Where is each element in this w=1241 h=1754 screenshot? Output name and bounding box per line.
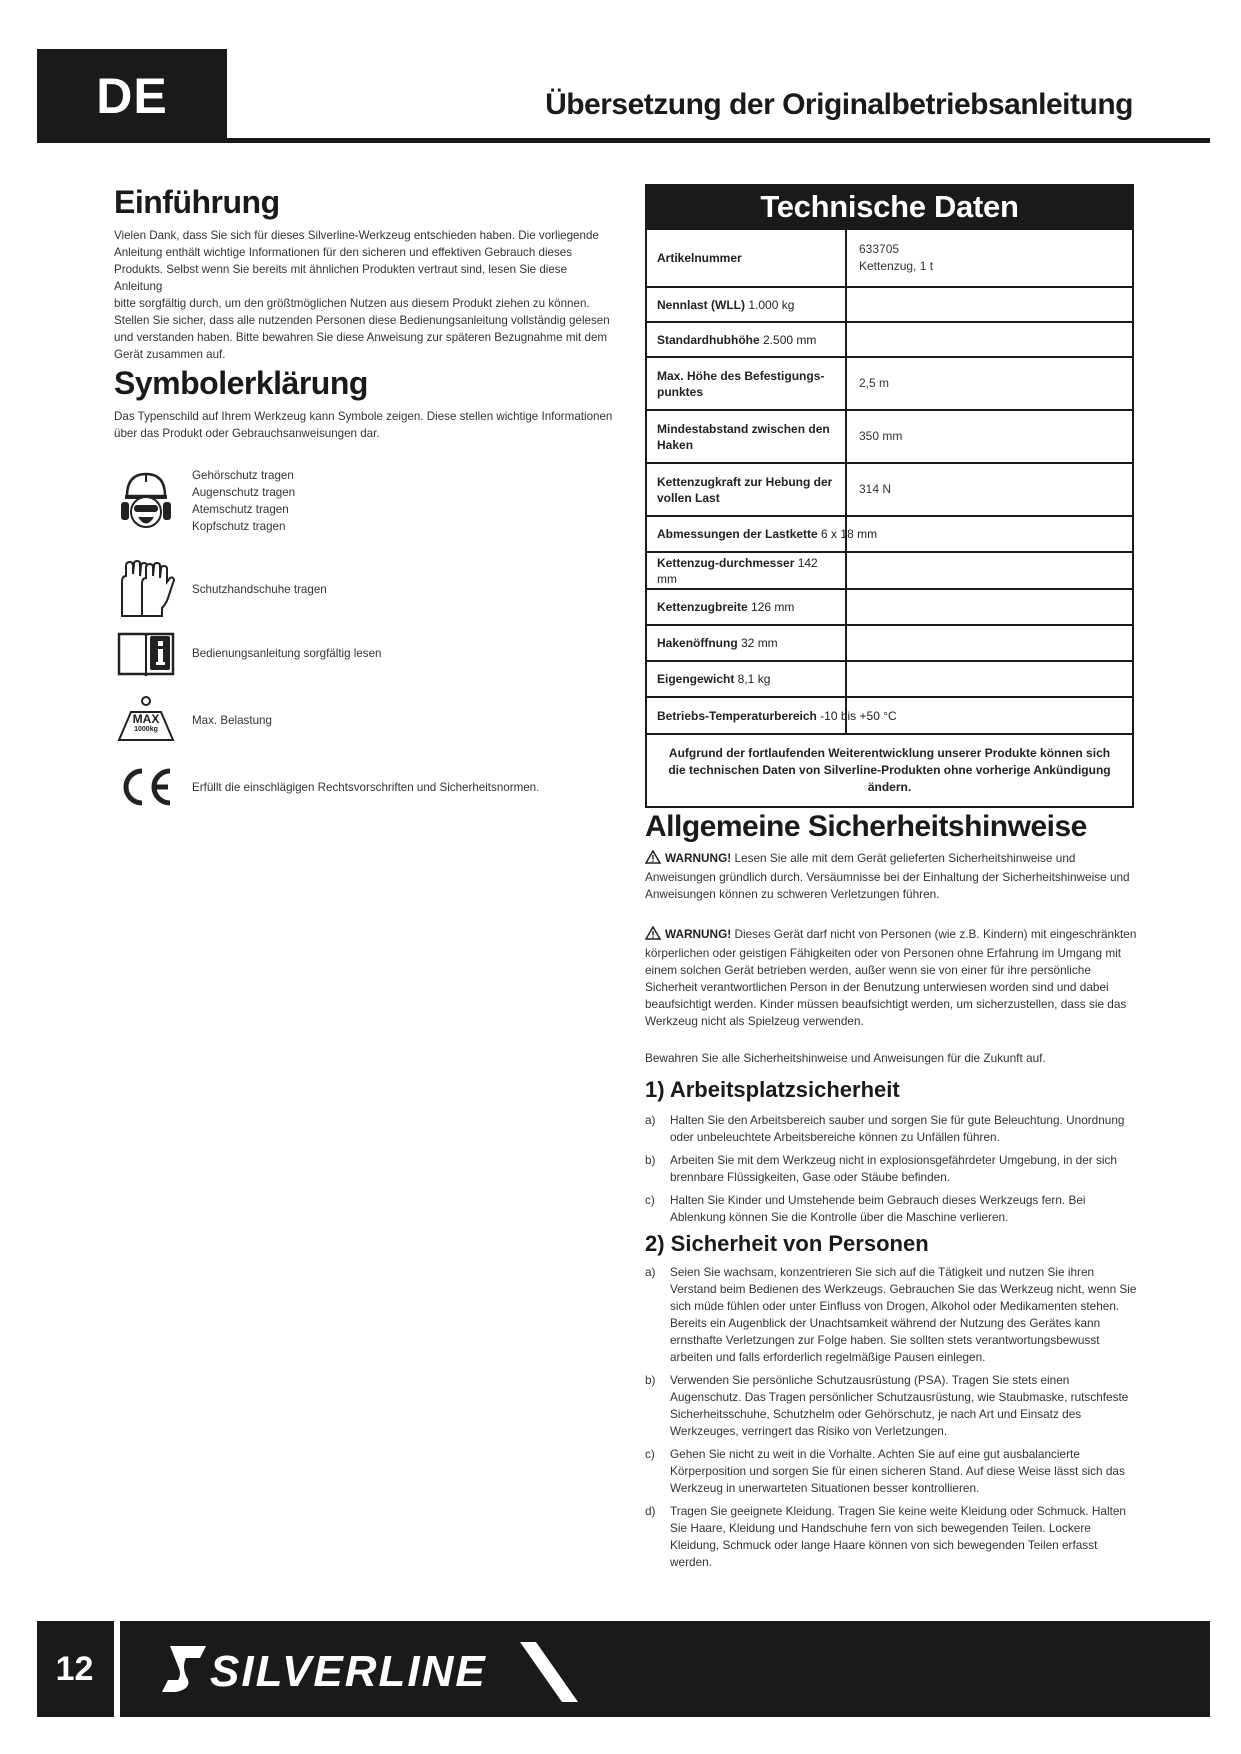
table-row: Standardhubhöhe 2.500 mm xyxy=(647,321,1132,356)
manual-icon xyxy=(114,628,178,678)
list-item: c) Gehen Sie nicht zu weit in die Vorhalte. Achten Sie auf eine gut ausbalancierte Körperposition und sorgen Sie für einen sicheren Stand. Auf diese Weise lässt sich das Werkzeug in unerwarteten Situationen besser kontrollieren. xyxy=(645,1447,1125,1495)
table-row: Mindestabstand zwischen den Haken 350 mm xyxy=(647,409,1132,462)
symbol-text-manual: Bedienungsanleitung sorgfältig lesen xyxy=(192,646,382,660)
section-1-list xyxy=(645,1112,1140,1232)
section-1-heading: 1) Arbeitsplatzsicherheit xyxy=(645,1077,900,1102)
document-title: Übersetzung der Originalbetriebsanleitung xyxy=(545,88,1133,121)
symbol-text-ce: Erfüllt die einschlägigen Rechtsvorschriften und Sicherheitsnormen. xyxy=(192,780,540,794)
table-row: Nennlast (WLL) 1.000 kg xyxy=(647,286,1132,321)
list-item: d) Tragen Sie geeignete Kleidung. Tragen Sie keine weite Kleidung oder Schmuck. Halten Sie Haare, Kleidung und Handschuhe fern von sich bewegenden Teilen. Lockere Kleidung, Schmuck oder lange Haare können von sich bewegenden Teilen erfasst werden. xyxy=(645,1504,1126,1569)
symbol-row-manual xyxy=(114,628,382,678)
list-item: a) Seien Sie wachsam, konzentrieren Sie sich auf die Tätigkeit und nutzen Sie ihren Verstand beim Bedienen des Werkzeugs. Gebrauchen Sie das Werkzeug nicht, wenn Sie sich müde fühlen oder unter Einfluss von Drogen, Alkohol oder Medikamenten stehen. Bereits ein Augenblick der Unachtsamkeit während der Nutzung des Gerätes kann ernsthafte Verletzungen zur Folge haben. Sie sollten stets verantwortungsbewusst arbeiten und falls erforderlich regelmäßige Pausen einlegen. xyxy=(645,1265,1137,1364)
symbol-row-gloves xyxy=(114,560,327,618)
footer-divider xyxy=(114,1621,120,1717)
tech-data-heading: Technische Daten xyxy=(647,186,1132,228)
intro-text: Vielen Dank, dass Sie sich für dieses Silverline-Werkzeug entschieden haben. Die vorliegende Anleitung enthält wichtige Informationen für den sicheren und effektiven Gebrauch dieses Produkts. Selbst wenn Sie bereits mit ähnlichen Produkten vertraut sind, lesen Sie diese Anleitung bitte sorgfältig durch, um den größtmöglichen Nutzen aus diesem Produkt ziehen zu können. Stellen Sie sicher, dass alle nutzenden Personen diese Bedienungsanleitung vollständig gelesen und verstanden haben. Bitte bewahren Sie diese Anweisung zur späteren Bezugnahme mit dem Gerät zusammen auf. xyxy=(114,229,610,361)
symbol-text-max-load: Max. Belastung xyxy=(192,713,272,727)
symbols-heading: Symbolerklärung xyxy=(114,365,368,401)
list-item: b) Verwenden Sie persönliche Schutzausrüstung (PSA). Tragen Sie stets einen Augenschutz. Das Tragen persönlicher Schutzausrüstung, wie Staubmaske, rutschfeste Sicherheitsschuhe, Schutzhelm oder Gehörschutz, je nach Art und Einsatz des Werkzeuges, verringert das Risiko von Verletzungen. xyxy=(645,1373,1129,1438)
tech-data-note: Aufgrund der fortlaufenden Weiterentwicklung unserer Produkte können sich die technischen Daten von Silverline-Produkten ohne vorherige Ankündigung ändern. xyxy=(647,733,1132,806)
table-row: Abmessungen der Lastkette 6 x 18 mm xyxy=(647,515,1132,551)
page-number: 12 xyxy=(55,1649,94,1688)
table-row: Kettenzugkraft zur Hebung der vollen Last 314 N xyxy=(647,462,1132,515)
symbols-intro: Das Typenschild auf Ihrem Werkzeug kann Symbole zeigen. Diese stellen wichtige Informationen über das Produkt oder Gebrauchsanweisungen dar. xyxy=(114,410,613,440)
ce-mark-icon xyxy=(114,765,178,809)
list-item: a) Halten Sie den Arbeitsbereich sauber und sorgen Sie für gute Beleuchtung. Unordnung oder unbeleuchtete Arbeitsbereiche können zu Unfällen führen. xyxy=(645,1113,1125,1144)
safety-heading: Allgemeine Sicherheitshinweise xyxy=(645,810,1087,843)
warning-triangle-icon xyxy=(645,926,661,945)
section-2-list xyxy=(645,1264,1140,1577)
table-row: Kettenzugbreite 126 mm xyxy=(647,588,1132,624)
intro-heading: Einführung xyxy=(114,184,280,220)
symbol-text-ppe: Gehörschutz tragen Augenschutz tragen Atemschutz tragen Kopfschutz tragen xyxy=(192,469,296,533)
symbol-text-gloves: Schutzhandschuhe tragen xyxy=(192,582,327,596)
symbol-row-ce xyxy=(114,765,539,809)
warning-1: WARNUNG! Lesen Sie alle mit dem Gerät gelieferten Sicherheitshinweise und Anweisungen gründlich durch. Versäumnisse bei der Einhaltung der Sicherheitshinweise und Anweisungen können zu schweren Verletzungen führen. xyxy=(645,851,1130,901)
tech-data-table xyxy=(645,184,1134,808)
warning-2: WARNUNG! Dieses Gerät darf nicht von Personen (wie z.B. Kindern) mit eingeschränkten körperlichen oder geistigen Fähigkeiten oder von Personen ohne Erfahrung im Umgang mit einem solchen Gerät betrieben werden, außer wenn sie von einer für ihre persönliche Sicherheit verantwortlichen Person in der Benutzung unterwiesen worden sind und dabei beaufsichtigt werden. Kinder müssen beaufsichtigt werden, um sicherzustellen, dass sie das Werkzeug nicht als Spielzeug verwenden. xyxy=(645,927,1137,1028)
header-rule xyxy=(37,138,1210,143)
max-load-icon: MAX 1000kg xyxy=(114,696,178,744)
symbol-row-max-load xyxy=(114,696,272,744)
keep-instructions-text: Bewahren Sie alle Sicherheitshinweise und Anweisungen für die Zukunft auf. xyxy=(645,1051,1046,1065)
section-2-heading: 2) Sicherheit von Personen xyxy=(645,1231,929,1256)
list-item: b) Arbeiten Sie mit dem Werkzeug nicht in explosionsgefährdeter Umgebung, in der sich brennbare Flüssigkeiten, Gase oder Stäube befinden. xyxy=(645,1153,1117,1184)
list-item: c) Halten Sie Kinder und Umstehende beim Gebrauch dieses Werkzeugs fern. Bei Ablenkung können Sie die Kontrolle über die Maschine verlieren. xyxy=(645,1193,1086,1224)
ppe-head-icon xyxy=(114,468,178,534)
table-row: Max. Höhe des Befestigungs-punktes 2,5 m xyxy=(647,356,1132,409)
table-row: Kettenzug-durchmesser 142 mm xyxy=(647,551,1132,588)
table-row: Betriebs-Temperaturbereich -10 bis +50 °C xyxy=(647,696,1132,733)
table-row: Artikelnummer 633705 Kettenzug, 1 t xyxy=(647,228,1132,286)
svg-text:SILVERLINE: SILVERLINE xyxy=(210,1647,487,1696)
language-badge: DE xyxy=(37,49,227,143)
table-row: Hakenöffnung 32 mm xyxy=(647,624,1132,660)
warning-triangle-icon xyxy=(645,850,661,869)
gloves-icon xyxy=(114,560,178,618)
silverline-logo xyxy=(160,1636,590,1707)
symbol-row-ppe xyxy=(114,467,295,535)
table-row: Eigengewicht 8,1 kg xyxy=(647,660,1132,696)
